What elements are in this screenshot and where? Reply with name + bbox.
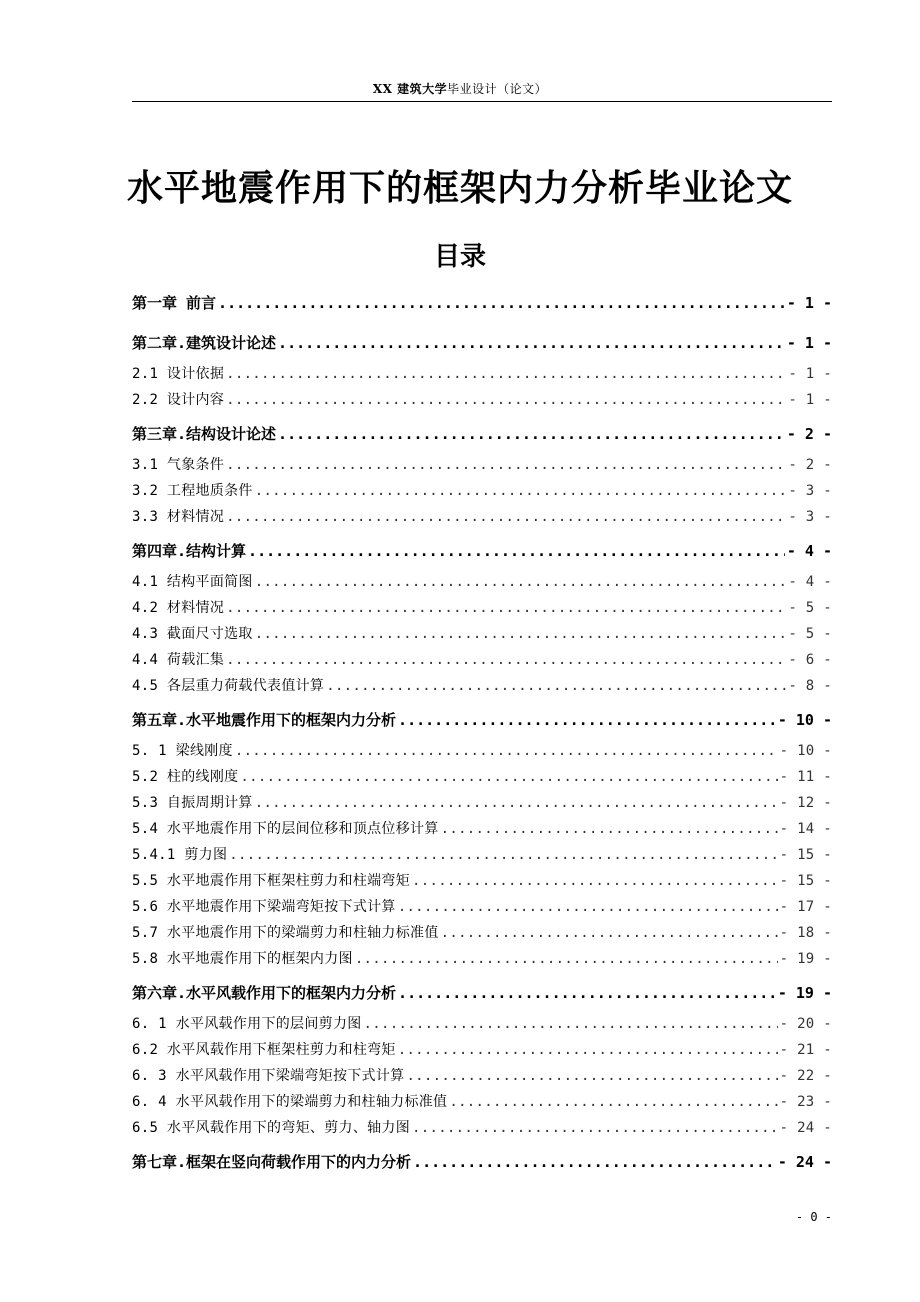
toc-entry-title: 5.4 水平地震作用下的层间位移和顶点位移计算 bbox=[132, 821, 439, 837]
toc-entry-title: 4.4 荷载汇集 bbox=[132, 652, 225, 668]
toc-leader-dots bbox=[255, 621, 787, 647]
toc-section-entry[interactable] bbox=[132, 1115, 832, 1141]
toc-entry-title: 5.5 水平地震作用下框架柱剪力和柱端弯矩 bbox=[132, 873, 411, 889]
toc-entry-page: - 5 - bbox=[788, 600, 832, 616]
toc-entry-page: - 5 - bbox=[788, 626, 832, 642]
toc-section-entry[interactable] bbox=[132, 569, 832, 595]
toc-entry-title: 5.2 柱的线刚度 bbox=[132, 769, 239, 785]
toc-entry-page: - 10 - bbox=[777, 711, 832, 729]
toc-entry-title: 6.5 水平风载作用下的弯矩、剪力、轴力图 bbox=[132, 1120, 411, 1136]
toc-entry-title: 第四章.结构计算 bbox=[132, 542, 247, 560]
toc-entry-page: - 15 - bbox=[779, 847, 832, 863]
toc-entry-title: 3.3 材料情况 bbox=[132, 509, 225, 525]
toc-entry-title: 5. 1 梁线刚度 bbox=[132, 743, 233, 759]
toc-entry-title: 4.1 结构平面简图 bbox=[132, 574, 253, 590]
toc-leader-dots bbox=[226, 595, 786, 621]
toc-entry-page: - 4 - bbox=[786, 542, 832, 560]
toc-entry-page: - 19 - bbox=[777, 984, 832, 1002]
toc-leader-dots bbox=[412, 868, 778, 894]
toc-leader-dots bbox=[449, 1089, 777, 1115]
toc-entry-title: 第五章.水平地震作用下的框架内力分析 bbox=[132, 711, 397, 729]
toc-entry-title: 5.8 水平地震作用下的框架内力图 bbox=[132, 951, 353, 967]
table-of-contents bbox=[132, 291, 832, 1174]
toc-leader-dots bbox=[226, 452, 786, 478]
toc-leader-dots bbox=[218, 291, 785, 315]
toc-entry-title: 6. 3 水平风载作用下梁端弯矩按下式计算 bbox=[132, 1068, 405, 1084]
toc-entry-title: 4.5 各层重力荷载代表值计算 bbox=[132, 678, 325, 694]
toc-section-entry[interactable] bbox=[132, 894, 832, 920]
toc-section-entry[interactable] bbox=[132, 1037, 832, 1063]
toc-section-entry[interactable] bbox=[132, 790, 832, 816]
toc-leader-dots bbox=[255, 478, 787, 504]
toc-leader-dots bbox=[398, 1037, 778, 1063]
toc-leader-dots bbox=[278, 422, 785, 446]
toc-entry-page: - 15 - bbox=[779, 873, 832, 889]
toc-chapter-entry[interactable] bbox=[132, 422, 832, 446]
toc-section-entry[interactable] bbox=[132, 920, 832, 946]
toc-entry-page: - 10 - bbox=[779, 743, 832, 759]
running-header bbox=[0, 80, 920, 97]
toc-entry-title: 2.1 设计依据 bbox=[132, 366, 225, 382]
toc-entry-title: 3.1 气象条件 bbox=[132, 457, 225, 473]
toc-entry-page: - 2 - bbox=[788, 457, 832, 473]
toc-leader-dots bbox=[441, 816, 778, 842]
toc-entry-title: 5.6 水平地震作用下梁端弯矩按下式计算 bbox=[132, 899, 396, 915]
toc-leader-dots bbox=[226, 387, 786, 413]
toc-section-entry[interactable] bbox=[132, 673, 832, 699]
toc-section-entry[interactable] bbox=[132, 842, 832, 868]
toc-chapter-entry[interactable] bbox=[132, 981, 832, 1005]
toc-chapter-entry[interactable] bbox=[132, 708, 832, 732]
toc-leader-dots bbox=[226, 504, 786, 530]
toc-section-entry[interactable] bbox=[132, 595, 832, 621]
toc-entry-page: - 19 - bbox=[779, 951, 832, 967]
toc-entry-page: - 24 - bbox=[777, 1153, 832, 1171]
header-subtitle: 毕业设计（论文） bbox=[447, 82, 548, 96]
toc-entry-title: 3.2 工程地质条件 bbox=[132, 483, 253, 499]
toc-entry-page: - 2 - bbox=[786, 425, 832, 443]
header-rule bbox=[132, 101, 832, 102]
toc-leader-dots bbox=[255, 790, 778, 816]
toc-entry-page: - 23 - bbox=[779, 1094, 832, 1110]
toc-entry-title: 第一章 前言 bbox=[132, 294, 217, 312]
toc-entry-title: 第三章.结构设计论述 bbox=[132, 425, 277, 443]
toc-entry-title: 4.2 材料情况 bbox=[132, 600, 225, 616]
toc-leader-dots bbox=[398, 894, 778, 920]
toc-leader-dots bbox=[226, 647, 786, 673]
toc-entry-title: 6. 4 水平风载作用下的梁端剪力和柱轴力标准值 bbox=[132, 1094, 448, 1110]
toc-entry-page: - 6 - bbox=[788, 652, 832, 668]
toc-entry-title: 5.7 水平地震作用下的梁端剪力和柱轴力标准值 bbox=[132, 925, 439, 941]
toc-entry-title: 2.2 设计内容 bbox=[132, 392, 225, 408]
page-number: - 0 - bbox=[795, 1210, 832, 1224]
toc-entry-page: - 1 - bbox=[788, 366, 832, 382]
toc-entry-page: - 21 - bbox=[779, 1042, 832, 1058]
toc-section-entry[interactable] bbox=[132, 1063, 832, 1089]
toc-section-entry[interactable] bbox=[132, 504, 832, 530]
toc-section-entry[interactable] bbox=[132, 452, 832, 478]
toc-entry-title: 第七章.框架在竖向荷载作用下的内力分析 bbox=[132, 1153, 412, 1171]
toc-chapter-entry[interactable] bbox=[132, 539, 832, 563]
toc-entry-page: - 8 - bbox=[788, 678, 832, 694]
toc-leader-dots bbox=[326, 673, 786, 699]
toc-leader-dots bbox=[278, 331, 785, 355]
toc-section-entry[interactable] bbox=[132, 764, 832, 790]
toc-entry-page: - 24 - bbox=[779, 1120, 832, 1136]
toc-section-entry[interactable] bbox=[132, 361, 832, 387]
toc-section-entry[interactable] bbox=[132, 738, 832, 764]
toc-entry-page: - 1 - bbox=[786, 334, 832, 352]
toc-entry-title: 4.3 截面尺寸选取 bbox=[132, 626, 253, 642]
toc-entry-page: - 12 - bbox=[779, 795, 832, 811]
toc-section-entry[interactable] bbox=[132, 478, 832, 504]
toc-entry-title: 6. 1 水平风载作用下的层间剪力图 bbox=[132, 1016, 362, 1032]
document-title: 水平地震作用下的框架内力分析毕业论文 bbox=[126, 168, 793, 209]
toc-leader-dots bbox=[248, 539, 785, 563]
toc-entry-page: - 22 - bbox=[779, 1068, 832, 1084]
toc-entry-page: - 11 - bbox=[779, 769, 832, 785]
toc-chapter-entry[interactable] bbox=[132, 331, 832, 355]
toc-leader-dots bbox=[240, 764, 777, 790]
toc-entry-title: 5.3 自振周期计算 bbox=[132, 795, 253, 811]
toc-section-entry[interactable] bbox=[132, 621, 832, 647]
toc-chapter-entry[interactable] bbox=[132, 1150, 832, 1174]
toc-entry-page: - 1 - bbox=[788, 392, 832, 408]
toc-leader-dots bbox=[229, 842, 777, 868]
toc-leader-dots bbox=[226, 361, 786, 387]
toc-section-entry[interactable] bbox=[132, 387, 832, 413]
toc-leader-dots bbox=[235, 738, 778, 764]
toc-leader-dots bbox=[255, 569, 787, 595]
toc-entry-page: - 3 - bbox=[788, 509, 832, 525]
toc-section-entry[interactable] bbox=[132, 1089, 832, 1115]
toc-entry-page: - 20 - bbox=[779, 1016, 832, 1032]
toc-entry-page: - 18 - bbox=[779, 925, 832, 941]
toc-leader-dots bbox=[441, 920, 778, 946]
toc-leader-dots bbox=[406, 1063, 777, 1089]
toc-entry-page: - 14 - bbox=[779, 821, 832, 837]
toc-section-entry[interactable] bbox=[132, 816, 832, 842]
toc-leader-dots bbox=[412, 1115, 778, 1141]
toc-entry-title: 6.2 水平风载作用下框架柱剪力和柱弯矩 bbox=[132, 1042, 396, 1058]
toc-entry-title: 第二章.建筑设计论述 bbox=[132, 334, 277, 352]
toc-leader-dots bbox=[355, 946, 778, 972]
toc-section-entry[interactable] bbox=[132, 868, 832, 894]
toc-entry-page: - 1 - bbox=[786, 294, 832, 312]
toc-chapter-entry[interactable] bbox=[132, 291, 832, 315]
toc-entry-page: - 3 - bbox=[788, 483, 832, 499]
toc-section-entry[interactable] bbox=[132, 647, 832, 673]
header-school: XX 建筑大学 bbox=[372, 82, 448, 96]
toc-leader-dots bbox=[364, 1011, 778, 1037]
toc-leader-dots bbox=[413, 1150, 776, 1174]
toc-leader-dots bbox=[398, 708, 776, 732]
toc-entry-title: 第六章.水平风载作用下的框架内力分析 bbox=[132, 984, 397, 1002]
toc-entry-page: - 4 - bbox=[788, 574, 832, 590]
toc-leader-dots bbox=[398, 981, 776, 1005]
toc-section-entry[interactable] bbox=[132, 946, 832, 972]
toc-entry-title: 5.4.1 剪力图 bbox=[132, 847, 228, 863]
toc-section-entry[interactable] bbox=[132, 1011, 832, 1037]
toc-heading: 目录 bbox=[433, 242, 486, 272]
toc-entry-page: - 17 - bbox=[779, 899, 832, 915]
